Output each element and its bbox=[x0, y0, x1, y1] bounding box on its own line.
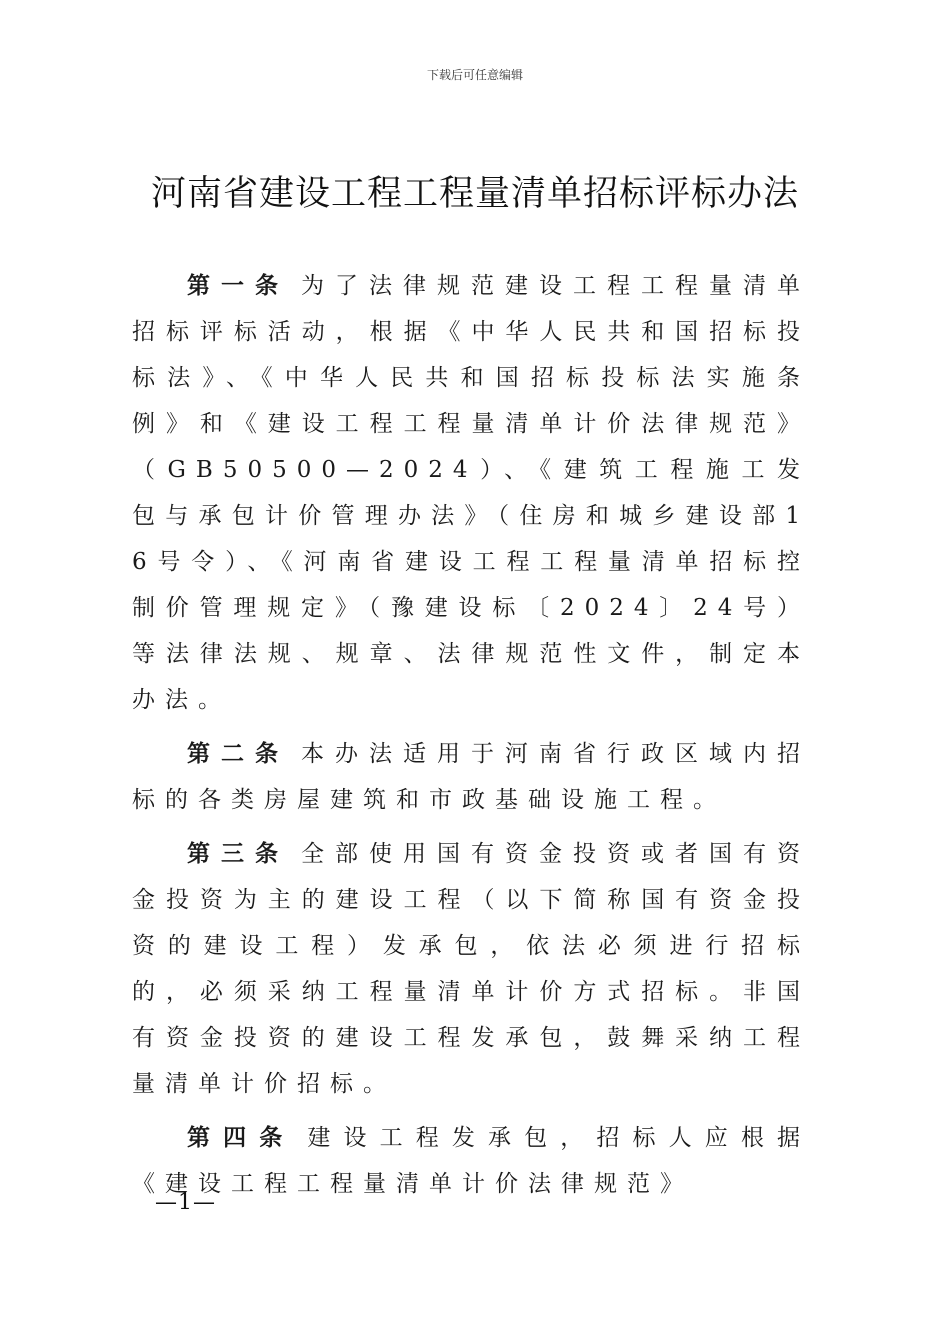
article-text: 为了法律规范建设工程工程量清单招标评标活动，根据《中华人民共和国招标投标法》、《中华人民共和国招标投标法实施条例》和《建设工程工程量清单计价法律规范》（GB50500—2024）、《建筑工程施工发包与承包计价管理办法》（住房和城乡建设部16号令）、《河南省建设工程工程量清单招标控制价管理规定》（豫建设标〔2024〕24号）等法律法规、规章、法律规范性文件，制定本办法。 bbox=[132, 273, 810, 713]
article-text: 本办法适用于河南省行政区域内招标的各类房屋建筑和市政基础设施工程。 bbox=[132, 741, 810, 813]
article-1 bbox=[132, 263, 810, 723]
article-label: 第四条 bbox=[187, 1125, 296, 1151]
article-3 bbox=[132, 831, 810, 1107]
document-body bbox=[132, 263, 810, 1215]
article-label: 第三条 bbox=[187, 841, 289, 867]
article-2 bbox=[132, 731, 810, 823]
article-label: 第二条 bbox=[187, 741, 289, 767]
header-note: 下载后可任意编辑 bbox=[426, 68, 523, 82]
article-text: 建设工程发承包，招标人应根据《建设工程工程量清单计价法律规范》 bbox=[132, 1125, 810, 1197]
document-title: 河南省建设工程工程量清单招标评标办法 bbox=[150, 174, 799, 214]
article-text: 全部使用国有资金投资或者国有资金投资为主的建设工程（以下简称国有资金投资的建设工程）发承包，依法必须进行招标的，必须采纳工程量清单计价方式招标。非国有资金投资的建设工程发承包，鼓舞采纳工程量清单计价招标。 bbox=[132, 841, 810, 1097]
article-label: 第一条 bbox=[187, 273, 289, 299]
article-4 bbox=[132, 1115, 810, 1207]
page-number: —1— bbox=[155, 1190, 216, 1215]
